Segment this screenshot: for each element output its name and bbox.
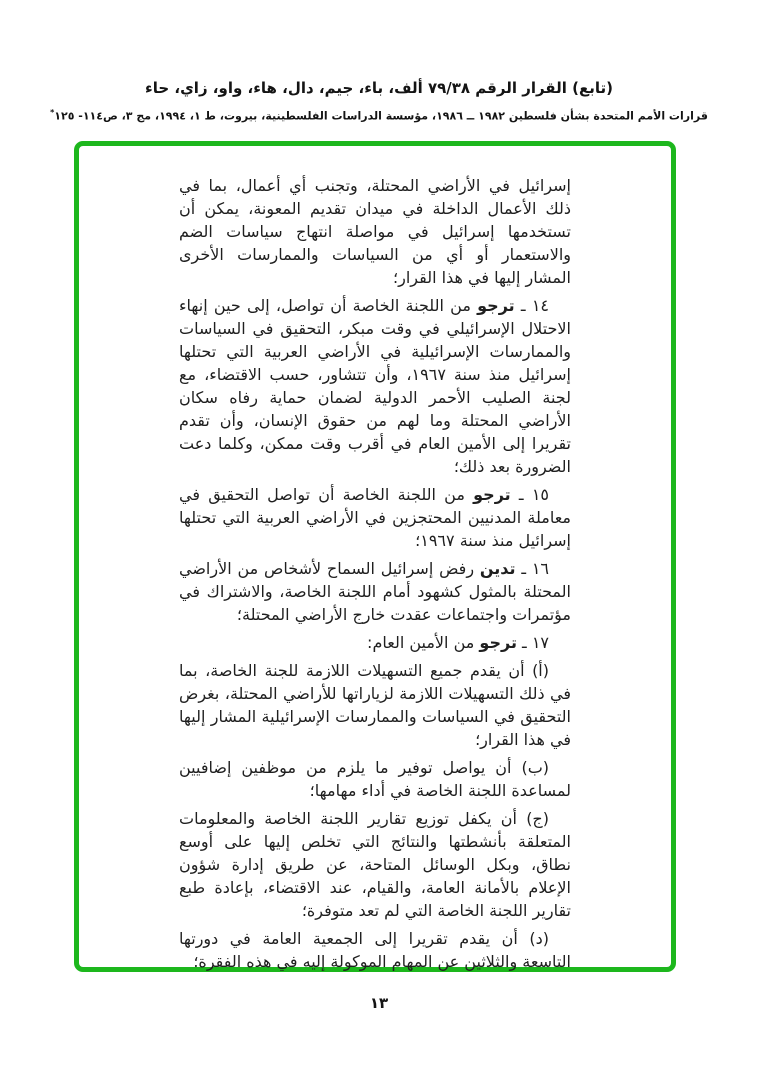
page-number: ١٣ [369, 994, 389, 1012]
paragraph-number: ١٧ ـ [516, 633, 549, 652]
paragraph-text: من الأمين العام: [367, 633, 480, 652]
paragraph-number: ١٥ ـ [510, 485, 549, 504]
paragraph-15 [179, 483, 571, 552]
paragraph-17 [179, 631, 571, 654]
paragraph-verb: تدين [479, 559, 516, 578]
paragraph-verb: ترجو [473, 485, 511, 504]
paragraph-verb: ترجو [479, 633, 517, 652]
resolution-text-column [179, 174, 571, 978]
paragraph-17a [179, 659, 571, 751]
paragraph-17d [179, 927, 571, 973]
paragraph-number: ١٤ ـ [514, 296, 549, 315]
paragraph-text: (أ) أن يقدم جميع التسهيلات اللازمة للجنة الخاصة، بما في ذلك التسهيلات اللازمة لزياراتها للأراضي المحتلة، بغرض التحقيق في السياسات والممارسات الإسرائيلية المشار إليها في هذا القرار؛ [179, 661, 571, 749]
page-title: (تابع) القرار الرقم ٧٩/٣٨ ألف، باء، جيم، دال، هاء، واو، زاي، حاء [145, 79, 613, 97]
paragraph-continuation [179, 174, 571, 289]
paragraph-number: ١٦ ـ [515, 559, 549, 578]
paragraph-17c [179, 807, 571, 922]
paragraph-text: إسرائيل في الأراضي المحتلة، وتجنب أي أعمال، بما في ذلك الأعمال الداخلة في ميدان تقديم المعونة، يمكن أن تستخدمها إسرائيل في مواصلة انتهاج سياسات الضم والاستعمار أو أي من السياسات والممارسات الأخرى المشار إليها في هذا القرار؛ [179, 176, 571, 287]
paragraph-16 [179, 557, 571, 626]
paragraph-text: من اللجنة الخاصة أن تواصل، إلى حين إنهاء الاحتلال الإسرائيلي في وقت مبكر، التحقيق في السياسات والممارسات الإسرائيلية في الأراضي العربية التي تحتلها إسرائيل منذ سنة ١٩٦٧، وأن تتشاور، حسب الاقتضاء، مع لجنة الصليب الأحمر الدولية لضمان حماية رفاه سكان الأراضي المحتلة وما لهم من حقوق الإنسان، وأن تقدم تقريرا إلى الأمين العام في أقرب وقت ممكن، وكلما دعت الضرورة بعد ذلك؛ [179, 296, 572, 476]
source-line-text: قرارات الأمم المتحدة بشأن فلسطين ١٩٨٢ ــ ١٩٨٦، مؤسسة الدراسات الفلسطينية، بيروت، ط ١، ١٩٩٤، مج ٣، ص١١٤- ١٢٥ [54, 109, 708, 123]
paragraph-text: من اللجنة الخاصة أن تواصل التحقيق في معاملة المدنيين المحتجزين في الأراضي العربية التي تحتلها إسرائيل منذ سنة ١٩٦٧؛ [179, 485, 571, 550]
paragraph-text: رفض إسرائيل السماح لأشخاص من الأراضي المحتلة بالمثول كشهود أمام اللجنة الخاصة، والاشتراك في مؤتمرات واجتماعات عقدت خارج الأراضي المحتلة؛ [179, 559, 571, 624]
paragraph-text: (د) أن يقدم تقريرا إلى الجمعية العامة في دورتها التاسعة والثلاثين عن المهام الموكولة إليه في هذه الفقرة؛ [179, 929, 571, 971]
paragraph-verb: ترجو [477, 296, 515, 315]
footnote-marker: * [50, 108, 55, 117]
paragraph-text: (ج) أن يكفل توزيع تقارير اللجنة الخاصة والمعلومات المتعلقة بأنشطتها والنتائج التي تخلص إليها على أوسع نطاق، وبكل الوسائل المتاحة، عن طريق إدارة شؤون الإعلام بالأمانة العامة، والقيام، عند الاقتضاء، بإعادة طبع تقارير اللجنة الخاصة التي لم تعد متوفرة؛ [179, 809, 571, 920]
paragraph-17b [179, 756, 571, 802]
paragraph-text: (ب) أن يواصل توفير ما يلزم من موظفين إضافيين لمساعدة اللجنة الخاصة في أداء مهامها؛ [179, 758, 571, 800]
source-line [20, 105, 738, 125]
highlight-border-box [74, 141, 676, 972]
paragraph-14 [179, 294, 571, 478]
